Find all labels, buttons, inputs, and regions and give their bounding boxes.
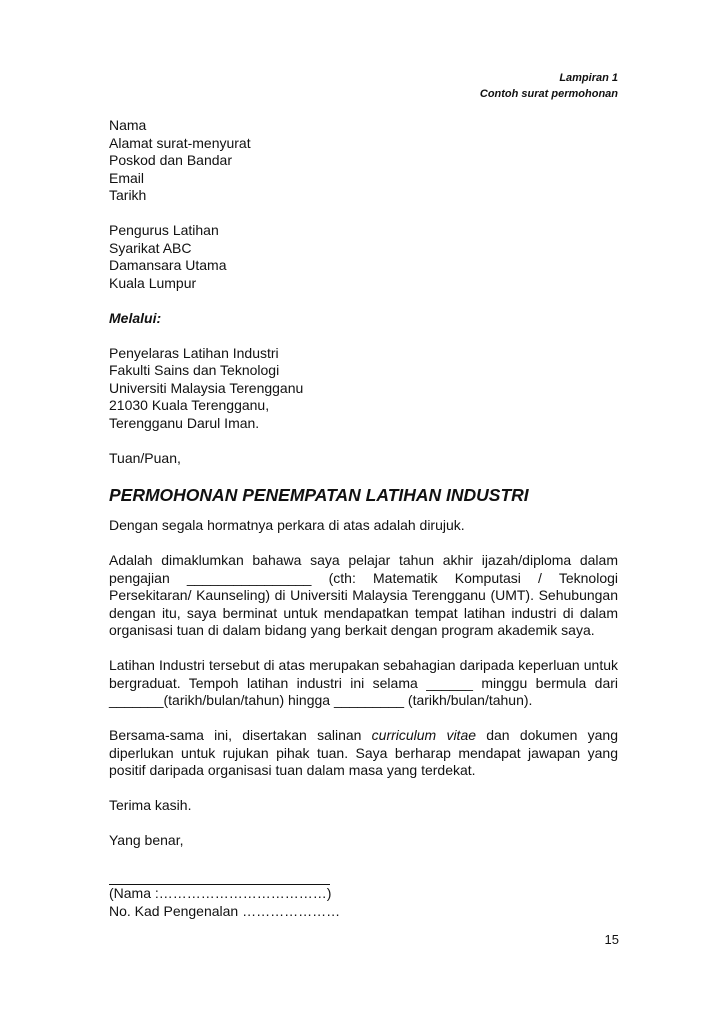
via-label: Melalui: (109, 309, 162, 326)
curriculum-vitae-text: curriculum vitae (371, 727, 477, 743)
via-line-2: Fakulti Sains dan Teknologi (109, 362, 280, 378)
sender-date: Tarikh (109, 187, 147, 203)
signature-line (109, 867, 330, 885)
body-paragraph-1: Dengan segala hormatnya perkara di atas adalah dirujuk. (109, 517, 465, 533)
attachment-header (480, 70, 618, 102)
attachment-label: Lampiran 1 (559, 72, 618, 84)
via-block (109, 345, 618, 433)
body-paragraph-3: Latihan Industri tersebut di atas merupakan sebahagian daripada keperluan untuk bergraduat. Tempoh latihan industri ini selama ______ minggu bermula dari _______(tarikh/bulan/tahun) hingga _________ (tarikh/bulan/tahun). (109, 657, 618, 708)
sender-block (109, 117, 618, 205)
via-line-4: 21030 Kuala Terengganu, (109, 397, 270, 413)
body-paragraph-2: Adalah dimaklumkan bahawa saya pelajar tahun akhir ijazah/diploma dalam pengajian ________________ (cth: Matematik Komputasi / Teknologi Persekitaran/ Kaunseling) di Universiti Malaysia Terengganu (UMT). Sehubungan dengan itu, saya berminat untuk mendapatkan tempat latihan industri di dalam organisasi tuan di dalam bidang yang berkait dengan program akademik saya. (109, 552, 618, 638)
attachment-subtitle: Contoh surat permohonan (479, 88, 618, 100)
salutation: Tuan/Puan, (109, 449, 181, 466)
ic-number-field: No. Kad Pengenalan ………………… (109, 902, 341, 919)
sender-address: Alamat surat-menyurat (109, 134, 251, 151)
recipient-line-2: Syarikat ABC (109, 239, 192, 256)
letter-body (109, 117, 618, 920)
closing-thanks: Terima kasih. (109, 797, 192, 813)
body-paragraph-4-start: Bersama-sama ini, disertakan salinan (109, 727, 372, 743)
closing-regards: Yang benar, (109, 832, 184, 848)
sender-postcode-city: Poskod dan Bandar (109, 152, 232, 168)
via-line-1: Penyelaras Latihan Industri (109, 344, 279, 361)
recipient-line-3: Damansara Utama (109, 257, 227, 273)
body-paragraph-4 (109, 727, 618, 780)
recipient-block (109, 222, 618, 292)
via-line-5: Terengganu Darul Iman. (109, 414, 260, 431)
letter-title: PERMOHONAN PENEMPATAN LATIHAN INDUSTRI (109, 485, 529, 505)
recipient-line-4: Kuala Lumpur (109, 274, 197, 291)
via-line-3: Universiti Malaysia Terengganu (109, 379, 304, 396)
sender-name: Nama (109, 117, 147, 133)
name-field: (Nama :………………………………) (109, 885, 332, 901)
sender-email: Email (109, 169, 145, 186)
page-number: 15 (604, 932, 619, 947)
body-paragraph-4-end: dan dokumen yang diperlukan untuk rujukan pihak tuan. Saya berharap mendapat jawapan yang positif daripada organisasi tuan dalam masa yang terdekat. (109, 727, 618, 778)
recipient-line-1: Pengurus Latihan (109, 222, 219, 238)
